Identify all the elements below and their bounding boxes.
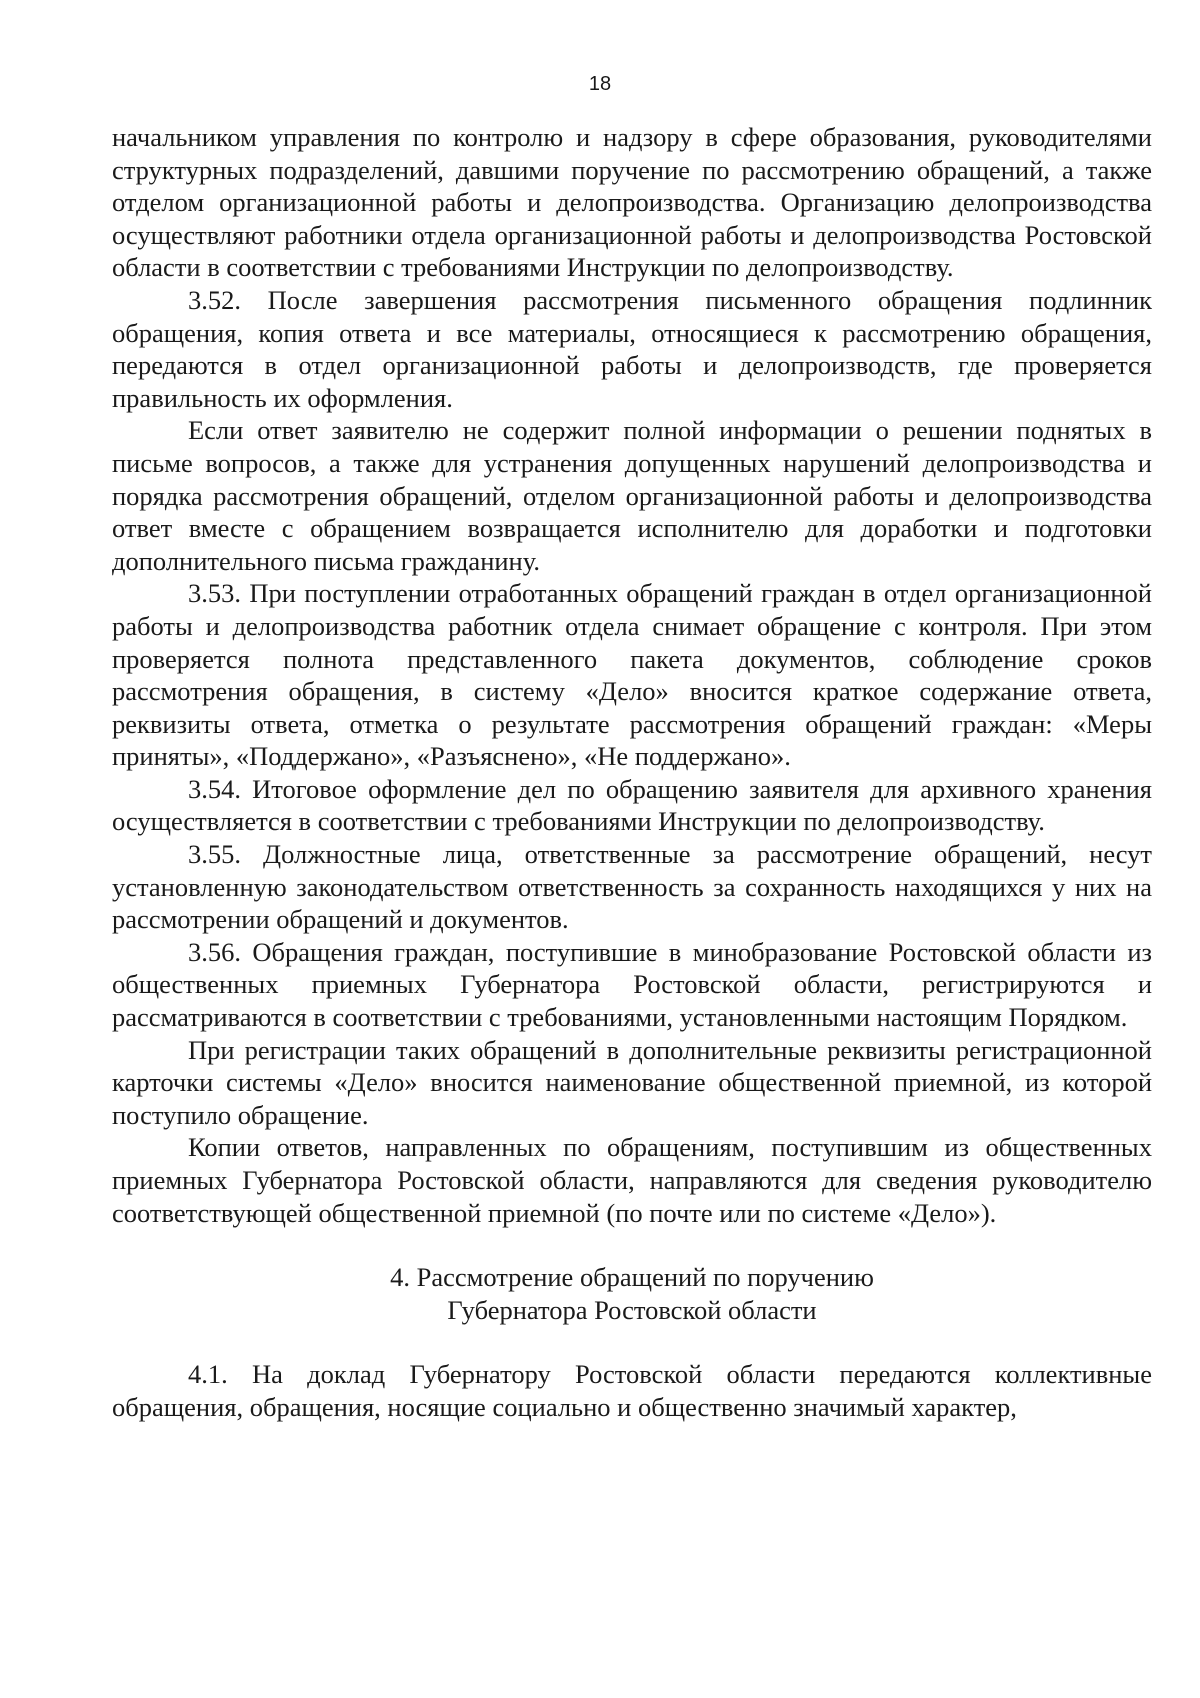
page-number: 18 [588, 73, 612, 95]
paragraph: Копии ответов, направленных по обращениям, поступившим из общественных приемных Губернатора Ростовской области, направляются для сведения руководителю соответствующей общественной приемной (по почте или по системе «Дело»). [112, 1132, 1152, 1228]
document-body [112, 121, 1152, 1424]
paragraph: начальником управления по контролю и надзору в сфере образования, руководителями структурных подразделений, давшими поручение по рассмотрению обращений, а также отделом организационной работы и делопроизводства. Организацию делопроизводства осуществляют работники отдела организационной работы и делопроизводства Ростовской области в соответствии с требованиями Инструкции по делопроизводству. [112, 122, 1152, 283]
paragraph: Если ответ заявителю не содержит полной информации о решении поднятых в письме вопросов, а также для устранения допущенных нарушений делопроизводства и порядка рассмотрения обращений, отделом организационной работы и делопроизводства ответ вместе с обращением возвращается исполнителю для доработки и подготовки дополнительного письма гражданину. [112, 415, 1152, 576]
paragraph-3-55: 3.55. Должностные лица, ответственные за рассмотрение обращений, несут установленную законодательством ответственность за сохранность находящихся у них на рассмотрении обращений и документов. [112, 839, 1152, 935]
paragraph: При регистрации таких обращений в дополнительные реквизиты регистрационной карточки системы «Дело» вносится наименование общественной приемной, из которой поступило обращение. [112, 1034, 1152, 1130]
paragraph-3-52: 3.52. После завершения рассмотрения письменного обращения подлинник обращения, копия ответа и все материалы, относящиеся к рассмотрению обращения, передаются в отдел организационной работы и делопроизводств, где проверяется правильность их оформления. [112, 284, 1152, 413]
paragraph-3-53: 3.53. При поступлении отработанных обращений граждан в отдел организационной работы и делопроизводства работник отдела снимает обращение с контроля. При этом проверяется полнота представленного пакета документов, соблюдение сроков рассмотрения обращения, в систему «Дело» вносится краткое содержание ответа, реквизиты ответа, отметка о результате рассмотрения обращений граждан: «Меры приняты», «Поддержано», «Разъяснено», «Не поддержано». [112, 578, 1152, 772]
paragraph-3-54: 3.54. Итоговое оформление дел по обращению заявителя для архивного хранения осуществляется в соответствии с требованиями Инструкции по делопроизводству. [112, 773, 1152, 837]
section-heading [112, 1261, 1152, 1326]
paragraph-4-1: 4.1. На доклад Губернатору Ростовской области передаются коллективные обращения, обращения, носящие социально и общественно значимый характер, [112, 1359, 1152, 1422]
section-heading-line: Губернатора Ростовской области [447, 1294, 817, 1325]
paragraph-3-56: 3.56. Обращения граждан, поступившие в минобразование Ростовской области из общественных приемных Губернатора Ростовской области, регистрируются и рассматриваются в соответствии с требованиями, установленными настоящим Порядком. [112, 936, 1152, 1033]
section-heading-line: 4. Рассмотрение обращений по поручению [390, 1262, 874, 1293]
